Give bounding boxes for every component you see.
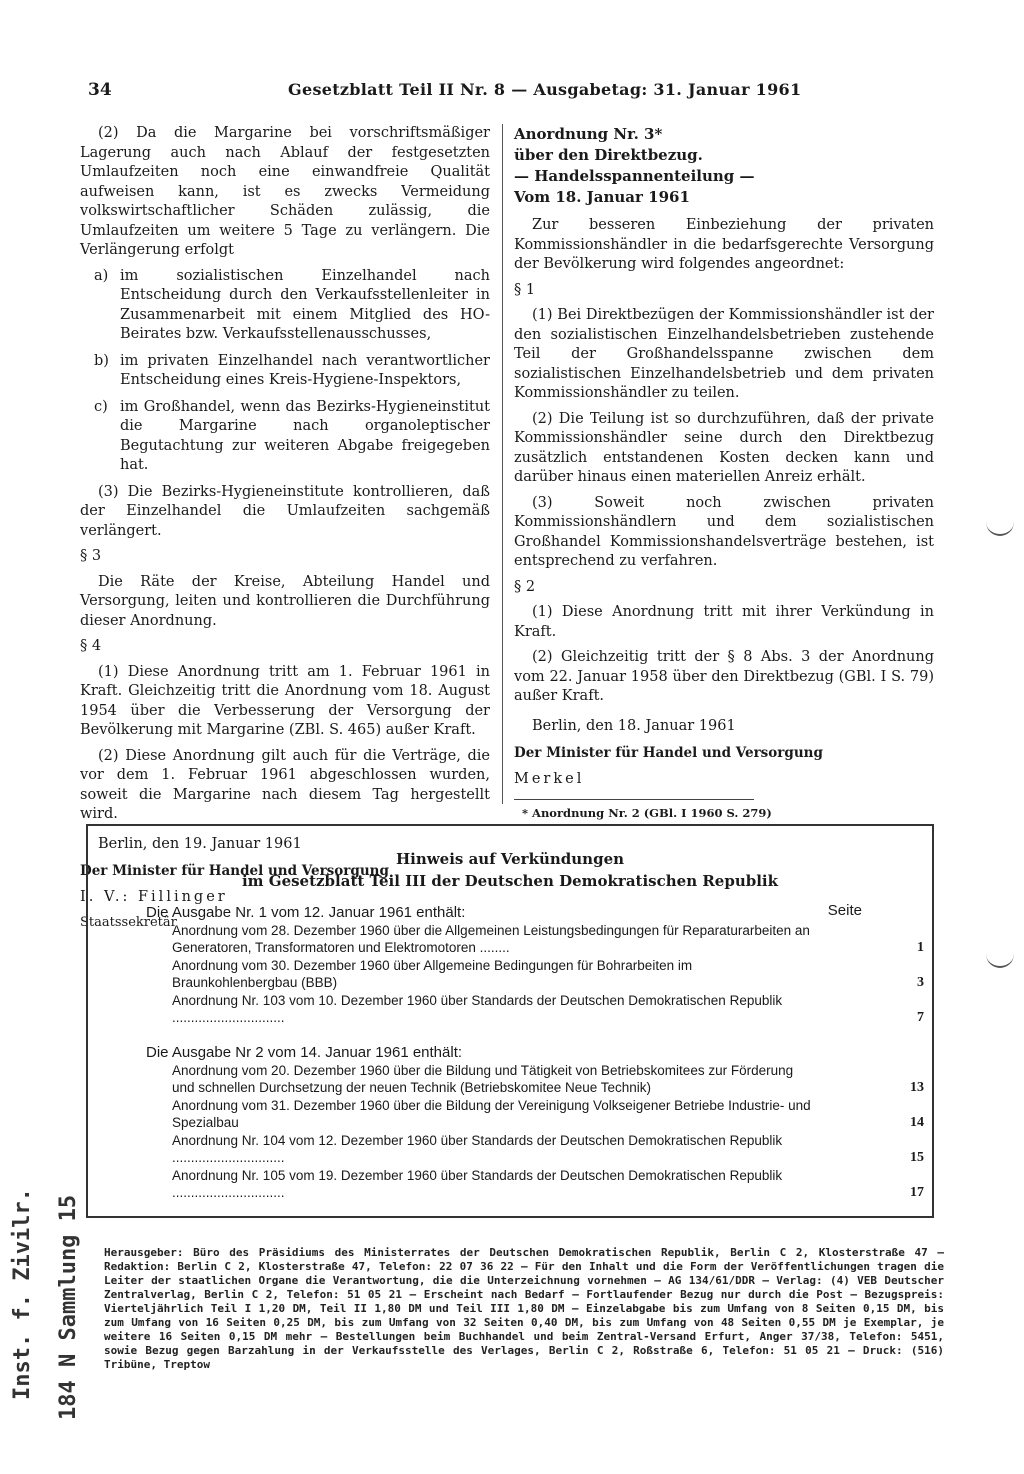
page-number: 34: [88, 80, 112, 100]
issue-intro: Die Ausgabe Nr. 1 vom 12. Januar 1961 enthält:: [146, 904, 466, 921]
list-letter: c): [94, 398, 108, 415]
issue-block: [146, 904, 924, 1026]
entry-page: 7: [917, 1010, 924, 1025]
left-column: [80, 124, 490, 939]
ordinance-title: Anordnung Nr. 3*: [514, 125, 663, 143]
entry-text: Anordnung Nr. 105 vom 19. Dezember 1960 über Standards der Deutschen Demokratischen Republik ..............................: [172, 1168, 783, 1200]
entry-text: Anordnung vom 20. Dezember 1960 über die Bildung und Tätigkeit von Betriebskomitees zur Förderung und schnellen Durchsetzung der neuen Technik (Betriebskomitee Neue Technik): [172, 1063, 794, 1095]
collection-stamp: 184 N Sammlung 15: [56, 1194, 81, 1420]
page-header: [88, 78, 948, 108]
entry-text: Anordnung vom 28. Dezember 1960 über die Allgemeinen Leistungsbedingungen für Reparaturarbeiten an Generatoren, Transformatoren und Elektromotoren ........: [172, 923, 810, 955]
entry-page: 3: [917, 975, 924, 990]
list-letter: a): [94, 267, 109, 284]
notice-box: [86, 824, 934, 1218]
notice-title-line-1: Hinweis auf Verkündungen: [395, 850, 625, 868]
entry-page: 13: [910, 1080, 924, 1095]
signer-name: Merkel: [514, 770, 585, 787]
list-item-b: [80, 352, 490, 391]
issue-block: [146, 1044, 924, 1201]
ordinance-topic: — Handelsspannenteilung —: [514, 167, 755, 185]
section-heading-4: § 4: [80, 638, 102, 654]
place-date: Berlin, den 19. Januar 1961: [98, 835, 302, 852]
section-4-paragraph-2: (2) Diese Anordnung gilt auch für die Verträge, die vor dem 1. Februar 1961 abgeschlossen wurden, soweit die Margarine nach diesem Tag hergestellt wird.: [80, 747, 490, 822]
section-4-paragraph-1: (1) Diese Anordnung tritt am 1. Februar 1961 in Kraft. Gleichzeitig tritt die Anordnung vom 18. August 1954 über die Verbesserung der Versorgung der Bevölkerung mit Margarine (ZBl. S. 465) außer Kraft.: [80, 663, 490, 738]
section-3-text: Die Räte der Kreise, Abteilung Handel und Versorgung, leiten und kontrollieren die Durchführung dieser Anordnung.: [80, 573, 490, 629]
imprint: Herausgeber: Büro des Präsidiums des Ministerrates der Deutschen Demokratischen Republik, Berlin C 2, Klosterstraße 47 — Redaktion: Berlin C 2, Klosterstraße 47, Telefon: 22 07 36 22 — Für den Inhalt und die Form der Veröffentlichungen tragen die Leiter der staatlichen Organe die Verantwortung, die die Unterzeichnung vornehmen — AG 134/61/DDR — Verlag: (4) VEB Deutscher Zentralverlag, Berlin C 2, Telefon: 51 05 21 — Erscheint nach Bedarf — Fortlaufender Bezug nur durch die Post — Bezugspreis: Vierteljährlich Teil I 1,20 DM, Teil II 1,80 DM und Teil III 1,80 DM — Einzelabgabe bis zum Umfang von 8 Seiten 0,15 DM, bis zum Umfang von 16 Seiten 0,25 DM, bis zum Umfang von 32 Seiten 0,40 DM, bis zum Umfang von 48 Seiten 0,55 DM je Exemplar, je weitere 16 Seiten 0,15 DM mehr — Bestellungen beim Buchhandel und beim Zentral-Versand Erfurt, Anger 37/38, Telefon: 5451, sowie Bezug gegen Barzahlung in der Verkaufsstelle des Verlages, Berlin C 2, Roßstraße 6, Telefon: 51 05 21 — Druck: (516) Tribüne, Treptow: [104, 1246, 944, 1371]
margin-mark: [986, 954, 1014, 968]
list-item-text: im Großhandel, wenn das Bezirks-Hygieneinstitut die Margarine nach organoleptischer Begutachtung zur weiteren Abgabe freigegeben hat.: [120, 398, 490, 473]
notice-title-line-2: im Gesetzblatt Teil III der Deutschen Demokratischen Republik: [241, 872, 779, 890]
list-letter: b): [94, 352, 109, 369]
issue-entry: [146, 1062, 924, 1096]
paragraph-3: (3) Die Bezirks-Hygieneinstitute kontrollieren, daß der Einzelhandel die Umlaufzeiten sachgemäß verlängert.: [80, 483, 490, 539]
signer-organization: Der Minister für Handel und Versorgung: [80, 863, 389, 879]
entry-text: Anordnung vom 30. Dezember 1960 über Allgemeine Bedingungen für Bohrarbeiten im Braunkohlenbergbau (BBB): [172, 958, 693, 990]
issue-entry: [146, 1097, 924, 1131]
list-item-a: [80, 267, 490, 345]
section-heading-3: § 3: [80, 548, 102, 564]
ordinance-date: Vom 18. Januar 1961: [514, 188, 690, 206]
issue-entry: [146, 922, 924, 956]
section-2-paragraph-2: (2) Gleichzeitig tritt der § 8 Abs. 3 der Anordnung vom 22. Januar 1958 über den Direktbezug (GBl. I S. 79) außer Kraft.: [514, 649, 934, 704]
column-divider: [502, 124, 503, 804]
margin-mark: [986, 522, 1014, 536]
footnote-rule: [514, 799, 754, 800]
signer-organization: Der Minister für Handel und Versorgung: [514, 745, 823, 761]
preamble: Zur besseren Einbeziehung der privaten Kommissionshändler in die bedarfsgerechte Versorgung der Bevölkerung wird folgendes angeordnet:: [514, 217, 934, 272]
entry-text: Anordnung vom 31. Dezember 1960 über die Bildung der Vereinigung Volkseigener Betriebe Industrie- und Spezialbau: [172, 1098, 811, 1130]
entry-page: 15: [910, 1150, 924, 1165]
section-1-paragraph-1: (1) Bei Direktbezügen der Kommissionshändler ist der den sozialistischen Einzelhandelsbetrieben zustehende Teil der Großhandelsspanne zwischen dem sozialistischen Einzelhandelsbetrieb und dem privaten Kommissionshändler zu teilen.: [514, 307, 934, 401]
paragraph-2: (2) Da die Margarine bei vorschriftsmäßiger Lagerung auch nach Ablauf der festgesetzten Umlaufzeiten noch eine einwandfreie Qualität aufweisen kann, ist es zwecks Vermeidung volkswirtschaftlicher Schäden zulässig, die Umlaufzeiten um weitere 5 Tage zu verlängern. Die Verlängerung erfolgt: [80, 125, 490, 258]
section-2-paragraph-1: (1) Diese Anordnung tritt mit ihrer Verkündung in Kraft.: [514, 604, 934, 640]
section-heading-2: § 2: [514, 578, 536, 595]
running-head: Gesetzblatt Teil II Nr. 8 — Ausgabetag: 31. Januar 1961: [288, 80, 802, 99]
issue-intro: Die Ausgabe Nr 2 vom 14. Januar 1961 enthält:: [146, 1044, 463, 1061]
right-column: [514, 124, 934, 830]
footnote: * Anordnung Nr. 2 (GBl. I 1960 S. 279): [522, 806, 772, 820]
signer-title: Staatssekretär: [80, 915, 177, 930]
ordinance-subtitle: über den Direktbezug.: [514, 146, 703, 164]
place-date: Berlin, den 18. Januar 1961: [532, 717, 736, 734]
section-heading-1: § 1: [514, 281, 536, 298]
section-1-paragraph-2: (2) Die Teilung ist so durchzuführen, daß der private Kommissionshändler seine durch den Direktbezug zusätzlich entstandenen Kosten decken kann und darüber hinaus einen materiellen Anreiz erhält.: [514, 410, 934, 485]
list-item-c: [80, 398, 490, 476]
issue-entry: [146, 1132, 924, 1166]
entry-page: 14: [910, 1115, 924, 1130]
entry-text: Anordnung Nr. 103 vom 10. Dezember 1960 über Standards der Deutschen Demokratischen Republik ..............................: [172, 993, 783, 1025]
list-item-text: im sozialistischen Einzelhandel nach Entscheidung durch den Verkaufsstellenleiter in Zusammenarbeit mit einem Mitglied des HO-Beirates bzw. Verkaufsstellenausschusses,: [120, 267, 490, 342]
signer-name: I. V.: Fillinger: [80, 888, 228, 905]
issue-entry: [146, 957, 924, 991]
entry-page: 1: [917, 940, 924, 955]
page-column-label: Seite: [827, 902, 862, 919]
library-stamp: Inst. f. Zivilr.: [10, 1188, 35, 1400]
issue-list: [146, 904, 924, 1219]
section-1-paragraph-3: (3) Soweit noch zwischen privaten Kommissionshändlern und dem sozialistischen Großhandel Kommissionshandelsverträge bestehen, ist entsprechend zu verfahren.: [514, 494, 934, 569]
list-item-text: im privaten Einzelhandel nach verantwortlicher Entscheidung eines Kreis-Hygiene-Inspektors,: [120, 352, 490, 388]
entry-text: Anordnung Nr. 104 vom 12. Dezember 1960 über Standards der Deutschen Demokratischen Republik ..............................: [172, 1133, 783, 1165]
notice-title: [88, 848, 932, 892]
entry-page: 17: [910, 1185, 924, 1200]
issue-entry: [146, 992, 924, 1026]
issue-entry: [146, 1167, 924, 1201]
